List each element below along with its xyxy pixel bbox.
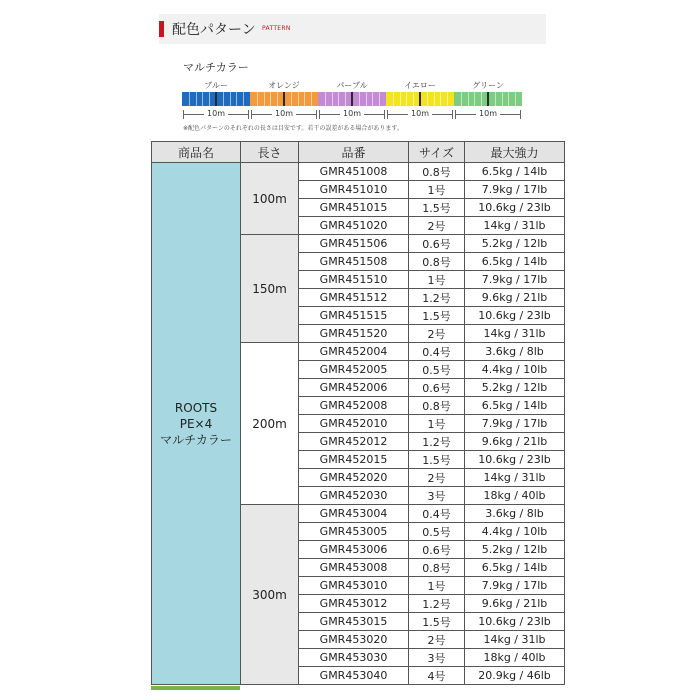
dimension-cap [316, 110, 317, 119]
header-max-strength: 最大強力 [465, 142, 565, 163]
dimension-cap [183, 110, 184, 119]
header-part-number: 品番 [299, 142, 409, 163]
part-number-cell: GMR453020 [299, 631, 409, 649]
max-strength-cell: 3.6kg / 8lb [465, 343, 565, 361]
segment-length-marker [386, 108, 454, 120]
max-strength-cell: 18kg / 40lb [465, 487, 565, 505]
segment-length-marker [454, 108, 522, 120]
part-number-cell: GMR453005 [299, 523, 409, 541]
part-number-cell: GMR453040 [299, 667, 409, 685]
meter-tick [338, 92, 339, 106]
color-name-label: オレンジ [268, 81, 300, 90]
meter-tick [209, 92, 210, 106]
dimension-cap [455, 110, 456, 119]
segment-length-label: 10m [204, 108, 228, 120]
table-header-row [152, 142, 565, 163]
max-strength-cell: 6.5kg / 14lb [465, 253, 565, 271]
dimension-cap [387, 110, 388, 119]
color-segment [318, 92, 386, 106]
meter-tick [468, 92, 469, 106]
meter-tick [366, 92, 367, 106]
meter-tick [502, 92, 503, 106]
header-length: 長さ [241, 142, 299, 163]
size-cell: 0.5号 [409, 523, 465, 541]
meter-tick [277, 92, 278, 106]
max-strength-cell: 5.2kg / 12lb [465, 379, 565, 397]
size-cell: 0.6号 [409, 379, 465, 397]
color-name-label: パープル [336, 81, 368, 90]
meter-tick [236, 92, 237, 106]
part-number-cell: GMR451508 [299, 253, 409, 271]
meter-tick [447, 92, 448, 106]
color-name-label: イエロー [404, 81, 436, 90]
meter-tick [359, 92, 360, 106]
meter-tick [257, 92, 258, 106]
meter-tick [243, 92, 244, 106]
dimension-cap [520, 110, 521, 119]
max-strength-cell: 6.5kg / 14lb [465, 397, 565, 415]
table-row [152, 163, 565, 181]
size-cell: 2号 [409, 325, 465, 343]
length-cell: 300m [241, 505, 299, 685]
meter-tick [413, 92, 414, 106]
meter-tick [400, 92, 401, 106]
part-number-cell: GMR452015 [299, 451, 409, 469]
part-number-cell: GMR453004 [299, 505, 409, 523]
meter-tick [515, 92, 516, 106]
meter-tick [311, 92, 312, 106]
segment-length-label: 10m [272, 108, 296, 120]
color-name-row [182, 80, 522, 92]
size-cell: 1.5号 [409, 307, 465, 325]
meter-tick [440, 92, 441, 106]
max-strength-cell: 7.9kg / 17lb [465, 415, 565, 433]
product-cell-bottom-accent [151, 686, 240, 690]
max-strength-cell: 9.6kg / 21lb [465, 433, 565, 451]
max-strength-cell: 14kg / 31lb [465, 217, 565, 235]
max-strength-cell: 6.5kg / 14lb [465, 559, 565, 577]
max-strength-cell: 10.6kg / 23lb [465, 451, 565, 469]
meter-tick [495, 92, 496, 106]
length-dimension-row [182, 108, 522, 120]
size-cell: 0.6号 [409, 235, 465, 253]
meter-tick [372, 92, 373, 106]
size-cell: 1.5号 [409, 451, 465, 469]
size-cell: 2号 [409, 631, 465, 649]
section-subtitle: PATTERN [262, 25, 291, 32]
part-number-cell: GMR452008 [299, 397, 409, 415]
segment-length-label: 10m [476, 108, 500, 120]
meter-tick [189, 92, 190, 106]
max-strength-cell: 4.4kg / 10lb [465, 361, 565, 379]
dimension-cap [452, 110, 453, 119]
length-cell: 200m [241, 343, 299, 505]
part-number-cell: GMR451008 [299, 163, 409, 181]
segment-length-marker [318, 108, 386, 120]
meter-tick [332, 92, 333, 106]
part-number-cell: GMR451020 [299, 217, 409, 235]
max-strength-cell: 18kg / 40lb [465, 649, 565, 667]
max-strength-cell: 9.6kg / 21lb [465, 289, 565, 307]
max-strength-cell: 4.4kg / 10lb [465, 523, 565, 541]
max-strength-cell: 9.6kg / 21lb [465, 595, 565, 613]
meter-tick [508, 92, 509, 106]
part-number-cell: GMR451510 [299, 271, 409, 289]
meter-tick [196, 92, 197, 106]
product-name-cell [152, 163, 241, 685]
size-cell: 3号 [409, 487, 465, 505]
part-number-cell: GMR453012 [299, 595, 409, 613]
part-number-cell: GMR453010 [299, 577, 409, 595]
size-cell: 0.4号 [409, 505, 465, 523]
meter-tick [393, 92, 394, 106]
length-cell: 100m [241, 163, 299, 235]
meter-tick [291, 92, 292, 106]
part-number-cell: GMR451015 [299, 199, 409, 217]
part-number-cell: GMR453006 [299, 541, 409, 559]
max-strength-cell: 3.6kg / 8lb [465, 505, 565, 523]
part-number-cell: GMR452030 [299, 487, 409, 505]
size-cell: 0.6号 [409, 541, 465, 559]
header-size: サイズ [409, 142, 465, 163]
size-cell: 3号 [409, 649, 465, 667]
size-cell: 1.5号 [409, 613, 465, 631]
size-cell: 0.8号 [409, 397, 465, 415]
size-cell: 2号 [409, 469, 465, 487]
meter-tick [264, 92, 265, 106]
color-name-label: グリーン [472, 81, 504, 90]
part-number-cell: GMR451010 [299, 181, 409, 199]
meter-tick [474, 92, 475, 106]
meter-tick [325, 92, 326, 106]
segment-length-label: 10m [340, 108, 364, 120]
size-cell: 0.8号 [409, 163, 465, 181]
five-meter-mark [283, 92, 285, 106]
max-strength-cell: 5.2kg / 12lb [465, 541, 565, 559]
max-strength-cell: 14kg / 31lb [465, 631, 565, 649]
size-cell: 1号 [409, 415, 465, 433]
length-cell: 150m [241, 235, 299, 343]
size-cell: 2号 [409, 217, 465, 235]
size-cell: 0.4号 [409, 343, 465, 361]
five-meter-mark [419, 92, 421, 106]
part-number-cell: GMR451515 [299, 307, 409, 325]
dimension-cap [251, 110, 252, 119]
five-meter-mark [351, 92, 353, 106]
size-cell: 0.5号 [409, 361, 465, 379]
max-strength-cell: 20.9kg / 46lb [465, 667, 565, 685]
meter-tick [230, 92, 231, 106]
size-cell: 1.2号 [409, 289, 465, 307]
part-number-cell: GMR452004 [299, 343, 409, 361]
max-strength-cell: 10.6kg / 23lb [465, 613, 565, 631]
meter-tick [427, 92, 428, 106]
dimension-cap [319, 110, 320, 119]
color-segment [454, 92, 522, 106]
size-cell: 0.8号 [409, 559, 465, 577]
max-strength-cell: 14kg / 31lb [465, 469, 565, 487]
max-strength-cell: 14kg / 31lb [465, 325, 565, 343]
five-meter-mark [487, 92, 489, 106]
meter-tick [481, 92, 482, 106]
size-cell: 4号 [409, 667, 465, 685]
pattern-label: マルチカラー [183, 61, 249, 74]
max-strength-cell: 7.9kg / 17lb [465, 577, 565, 595]
product-name: ROOTS PE×4 マルチカラー [160, 400, 232, 447]
header-accent-mark [159, 21, 164, 37]
color-segment [386, 92, 454, 106]
max-strength-cell: 10.6kg / 23lb [465, 307, 565, 325]
segment-length-marker [250, 108, 318, 120]
five-meter-mark [215, 92, 217, 106]
size-cell: 1.2号 [409, 433, 465, 451]
color-segment [250, 92, 318, 106]
part-number-cell: GMR452005 [299, 361, 409, 379]
part-number-cell: GMR453015 [299, 613, 409, 631]
pattern-note: ※配色パターンのそれぞれの長さは目安です。若干の誤差がある場合があります。 [183, 125, 403, 132]
meter-tick [304, 92, 305, 106]
color-stripe [182, 92, 522, 106]
part-number-cell: GMR453008 [299, 559, 409, 577]
meter-tick [223, 92, 224, 106]
segment-length-label: 10m [408, 108, 432, 120]
size-cell: 1号 [409, 577, 465, 595]
max-strength-cell: 7.9kg / 17lb [465, 271, 565, 289]
header-product-name: 商品名 [152, 142, 241, 163]
size-cell: 1号 [409, 271, 465, 289]
part-number-cell: GMR451512 [299, 289, 409, 307]
meter-tick [202, 92, 203, 106]
max-strength-cell: 7.9kg / 17lb [465, 181, 565, 199]
dimension-cap [248, 110, 249, 119]
part-number-cell: GMR451506 [299, 235, 409, 253]
size-cell: 0.8号 [409, 253, 465, 271]
dimension-cap [384, 110, 385, 119]
section-header [159, 14, 546, 44]
part-number-cell: GMR453030 [299, 649, 409, 667]
segment-length-marker [182, 108, 250, 120]
part-number-cell: GMR451520 [299, 325, 409, 343]
part-number-cell: GMR452020 [299, 469, 409, 487]
meter-tick [270, 92, 271, 106]
size-cell: 1.5号 [409, 199, 465, 217]
meter-tick [345, 92, 346, 106]
max-strength-cell: 5.2kg / 12lb [465, 235, 565, 253]
part-number-cell: GMR452006 [299, 379, 409, 397]
spec-table [151, 141, 565, 685]
meter-tick [461, 92, 462, 106]
meter-tick [379, 92, 380, 106]
size-cell: 1.2号 [409, 595, 465, 613]
part-number-cell: GMR452012 [299, 433, 409, 451]
size-cell: 1号 [409, 181, 465, 199]
section-title: 配色パターン [172, 22, 256, 38]
meter-tick [434, 92, 435, 106]
max-strength-cell: 10.6kg / 23lb [465, 199, 565, 217]
color-segment [182, 92, 250, 106]
max-strength-cell: 6.5kg / 14lb [465, 163, 565, 181]
part-number-cell: GMR452010 [299, 415, 409, 433]
meter-tick [406, 92, 407, 106]
color-name-label: ブルー [204, 81, 228, 90]
meter-tick [298, 92, 299, 106]
